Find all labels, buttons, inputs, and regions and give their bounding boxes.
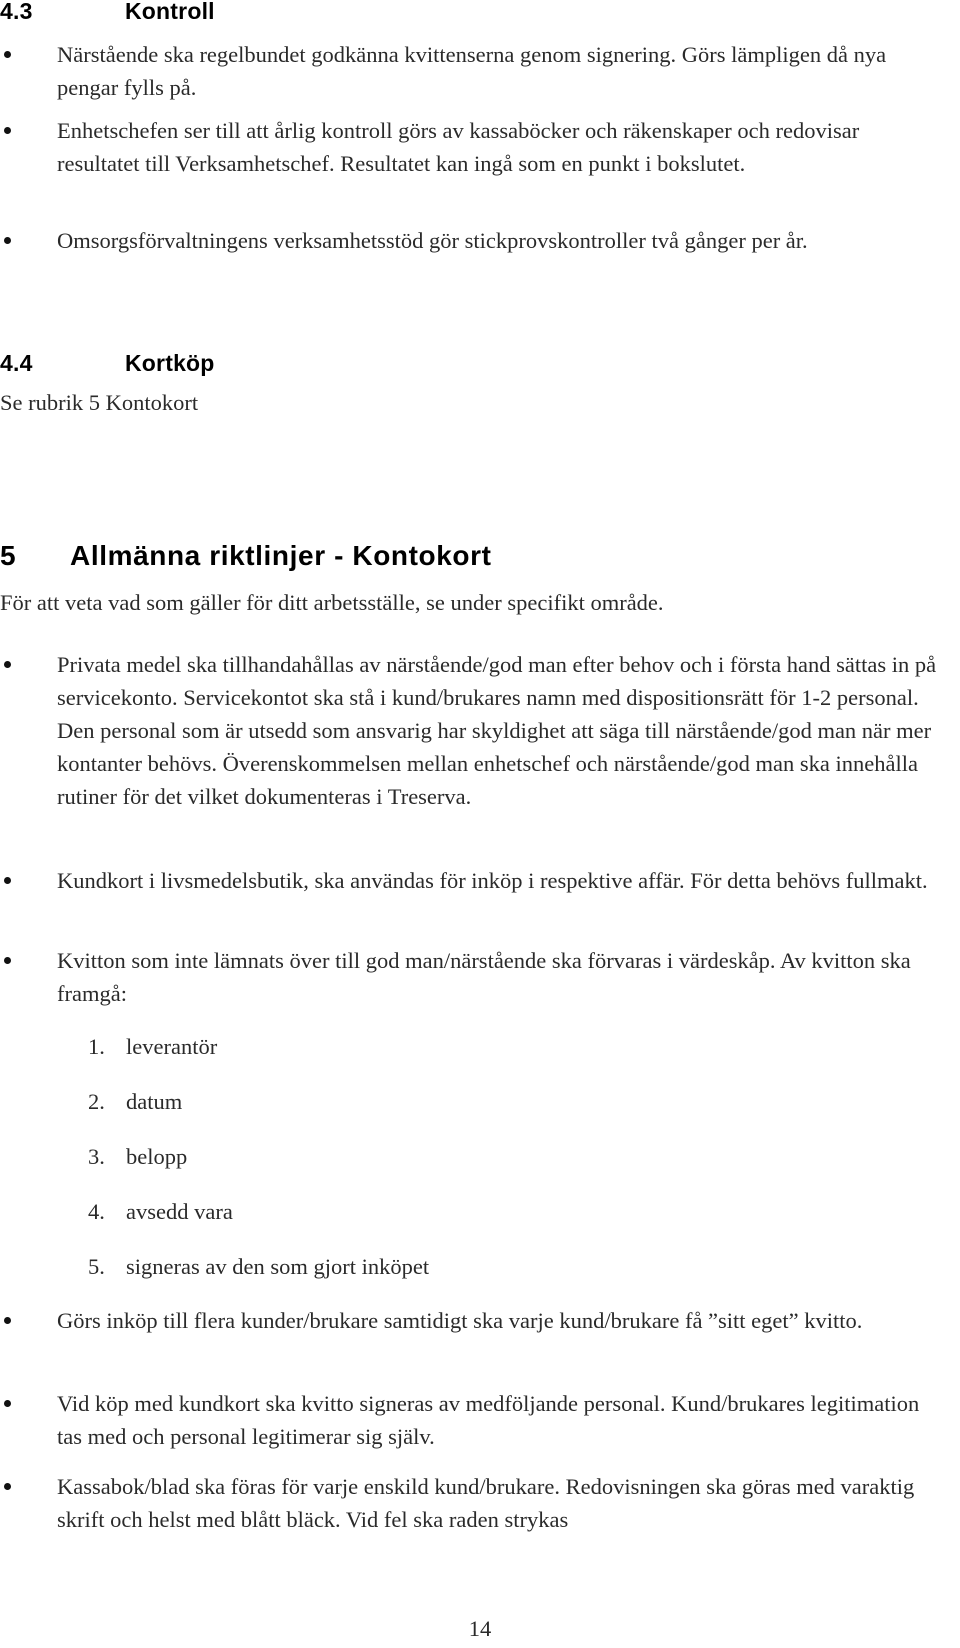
bullet-icon bbox=[4, 1400, 11, 1407]
item-text: avsedd vara bbox=[126, 1199, 233, 1224]
numbered-item bbox=[88, 1085, 788, 1118]
section-text: Se rubrik 5 Kontokort bbox=[0, 390, 199, 415]
list-item bbox=[0, 1470, 940, 1536]
list-item-text: Enhetschefen ser till att årlig kontroll görs av kassaböcker och räkenskaper och redovisar resultatet till Verksamhetschef. Resultatet kan ingå som en punkt i bokslutet. bbox=[57, 118, 860, 176]
bullet-icon bbox=[4, 661, 11, 668]
item-number: 5. bbox=[88, 1254, 105, 1279]
list-item-text: Omsorgsförvaltningens verksamhetsstöd gör stickprovskontroller två gånger per år. bbox=[57, 228, 808, 253]
list-item bbox=[0, 944, 940, 1010]
item-text: belopp bbox=[126, 1144, 188, 1169]
page-number: 14 bbox=[468, 1616, 492, 1641]
list-item bbox=[0, 864, 940, 897]
list-item-text: Närstående ska regelbundet godkänna kvittenserna genom signering. Görs lämpligen då nya pengar fylls på. bbox=[57, 42, 887, 100]
bullet-icon bbox=[4, 127, 11, 134]
list-item bbox=[0, 1387, 940, 1453]
item-number: 3. bbox=[88, 1144, 105, 1169]
section-4-3-heading bbox=[0, 0, 215, 25]
list-item bbox=[0, 648, 940, 813]
bullet-icon bbox=[4, 877, 11, 884]
section-number: 4.4 bbox=[0, 350, 33, 376]
section-number: 4.3 bbox=[0, 0, 33, 24]
list-item-text: Vid köp med kundkort ska kvitto signeras av medföljande personal. Kund/brukares legitimation tas med och personal legitimerar sig själv. bbox=[57, 1391, 920, 1449]
section-intro: För att veta vad som gäller för ditt arbetsställe, se under specifikt område. bbox=[0, 590, 664, 615]
item-number: 1. bbox=[88, 1034, 105, 1059]
list-item bbox=[0, 114, 940, 180]
bullet-icon bbox=[4, 237, 11, 244]
list-item bbox=[0, 224, 940, 257]
section-title: Kontroll bbox=[125, 0, 215, 24]
item-text: leverantör bbox=[126, 1034, 218, 1059]
item-text: signeras av den som gjort inköpet bbox=[126, 1254, 430, 1279]
bullet-icon bbox=[4, 1317, 11, 1324]
numbered-item bbox=[88, 1250, 788, 1283]
list-item bbox=[0, 1304, 940, 1337]
section-4-4-heading bbox=[0, 350, 215, 377]
numbered-item bbox=[88, 1140, 788, 1173]
list-item bbox=[0, 38, 940, 104]
list-item-text: Kvitton som inte lämnats över till god man/närstående ska förvaras i värdeskåp. Av kvitton ska framgå: bbox=[57, 948, 911, 1006]
item-text: datum bbox=[126, 1089, 183, 1114]
section-5-heading bbox=[0, 540, 492, 572]
bullet-icon bbox=[4, 957, 11, 964]
section-title: Allmänna riktlinjer - Kontokort bbox=[70, 540, 492, 571]
bullet-icon bbox=[4, 1483, 11, 1490]
list-item-text: Kassabok/blad ska föras för varje enskild kund/brukare. Redovisningen ska göras med varaktig skrift och helst med blått bläck. Vid fel ska raden strykas bbox=[57, 1474, 915, 1532]
section-title: Kortköp bbox=[125, 350, 215, 376]
numbered-item bbox=[88, 1030, 788, 1063]
list-item-text: Privata medel ska tillhandahållas av närstående/god man efter behov och i första hand sättas in på servicekonto. Servicekontot ska stå i kund/brukares namn med dispositionsrätt för 1-2 personal. Den personal som är utsedd som ansvarig har skyldighet att säga till närstående/god man när mer kontanter behövs. Överenskommelsen mellan enhetschef och närstående/god man ska innehålla rutiner för det vilket dokumenteras i Treserva. bbox=[57, 652, 937, 809]
item-number: 2. bbox=[88, 1089, 105, 1114]
numbered-item bbox=[88, 1195, 788, 1228]
list-item-text: Kundkort i livsmedelsbutik, ska användas för inköp i respektive affär. För detta behövs fullmakt. bbox=[57, 868, 928, 893]
section-number: 5 bbox=[0, 540, 17, 571]
item-number: 4. bbox=[88, 1199, 105, 1224]
list-item-text: Görs inköp till flera kunder/brukare samtidigt ska varje kund/brukare få ”sitt eget” kvitto. bbox=[57, 1308, 863, 1333]
bullet-icon bbox=[4, 51, 11, 58]
